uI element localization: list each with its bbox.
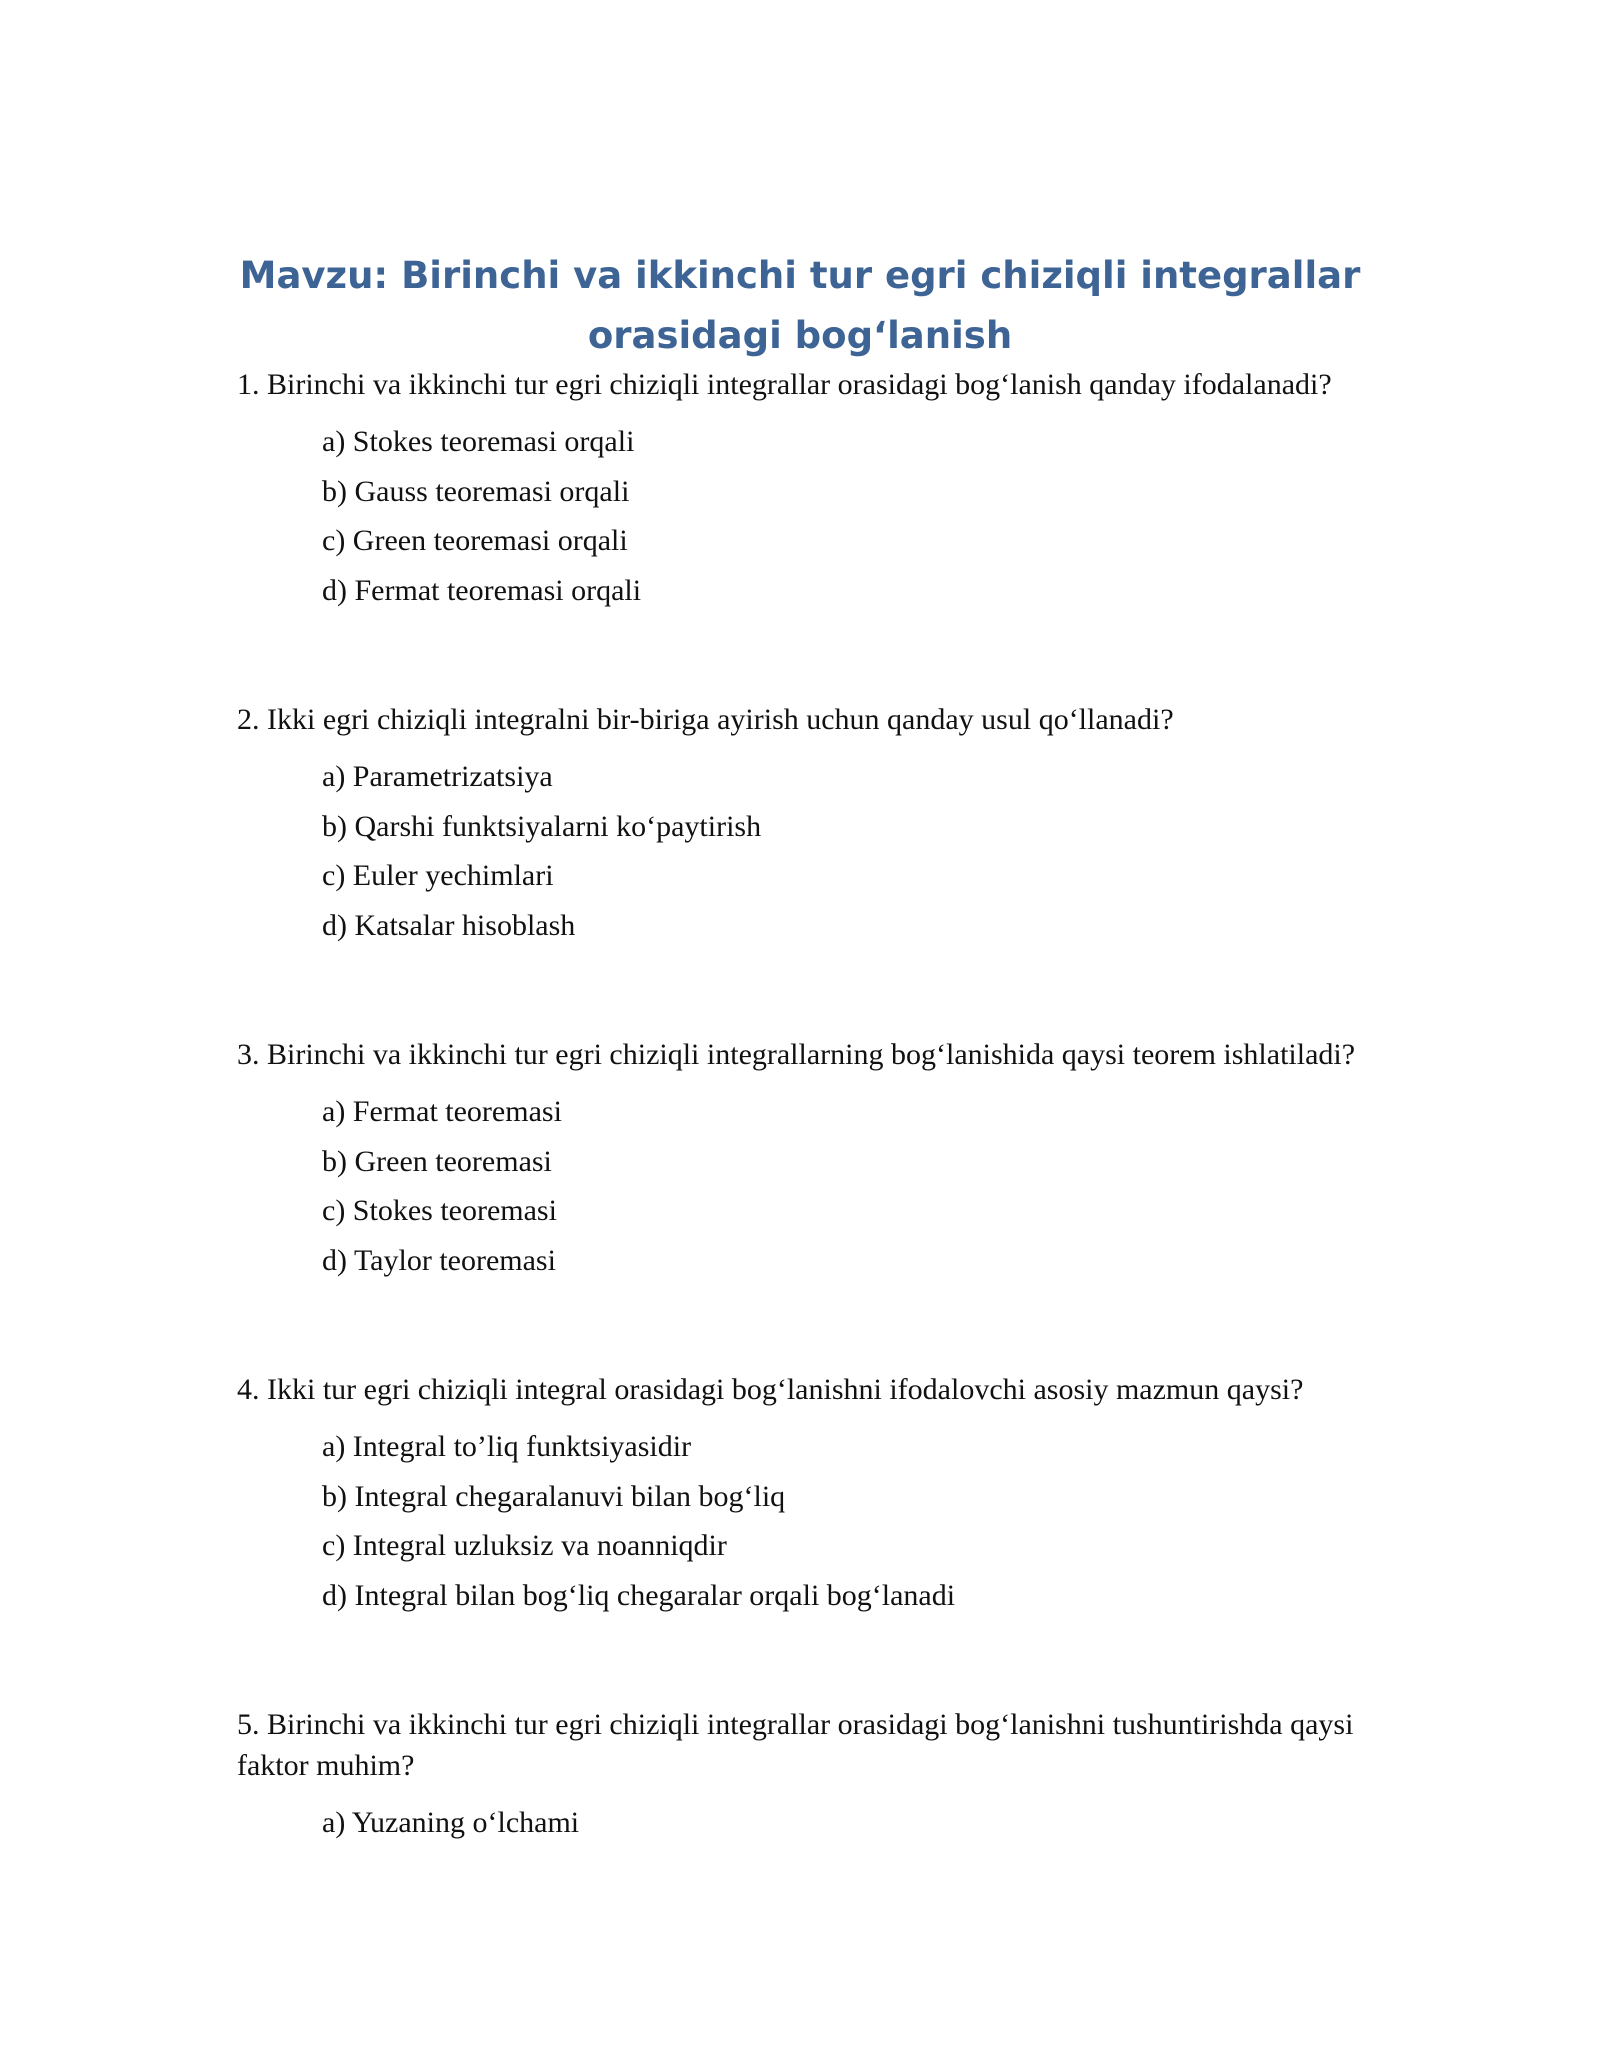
page-title: Mavzu: Birinchi va ikkinchi tur egri chiziqli integrallar orasidagi bog‘lanish: [239, 254, 1361, 357]
question-1: [237, 364, 1387, 615]
answer-options: [322, 1087, 1387, 1285]
answer-option-c[interactable]: c) Stokes teoremasi: [322, 1194, 557, 1227]
answer-option-a[interactable]: a) Fermat teoremasi: [322, 1095, 562, 1128]
question-2: [237, 699, 1387, 950]
question-text: 5. Birinchi va ikkinchi tur egri chiziqli integrallar orasidagi bog‘lanishni tushuntirishda qaysi faktor muhim?: [237, 1708, 1354, 1782]
answer-option-d[interactable]: d) Katsalar hisoblash: [322, 908, 576, 942]
question-text: 2. Ikki egri chiziqli integralni bir-biriga ayirish uchun qanday usul qo‘llanadi?: [237, 703, 1174, 736]
answer-option-a[interactable]: a) Yuzaning o‘lchami: [322, 1806, 580, 1839]
answer-option-a[interactable]: a) Integral to’liq funktsiyasidir: [322, 1430, 692, 1463]
answer-option-a[interactable]: a) Parametrizatsiya: [322, 760, 553, 793]
answer-options: [322, 752, 1387, 950]
question-3: [237, 1034, 1387, 1285]
answer-option-d[interactable]: d) Integral bilan bog‘liq chegaralar orqali bog‘lanadi: [322, 1578, 956, 1612]
answer-options: [322, 417, 1387, 615]
question-text: 1. Birinchi va ikkinchi tur egri chiziqli integrallar orasidagi bog‘lanish qanday ifodalanadi?: [237, 368, 1332, 401]
question-text: 3. Birinchi va ikkinchi tur egri chiziqli integrallarning bog‘lanishida qaysi teorem ishlatiladi?: [237, 1038, 1356, 1071]
answer-option-a[interactable]: a) Stokes teoremasi orqali: [322, 425, 635, 458]
question-5: [237, 1704, 1387, 1848]
answer-option-b[interactable]: b) Qarshi funktsiyalarni ko‘paytirish: [322, 809, 762, 843]
answer-option-c[interactable]: c) Euler yechimlari: [322, 859, 554, 892]
answer-option-c[interactable]: c) Green teoremasi orqali: [322, 524, 628, 557]
answer-option-b[interactable]: b) Gauss teoremasi orqali: [322, 474, 630, 508]
answer-options: [322, 1798, 1387, 1848]
answer-options: [322, 1422, 1387, 1620]
answer-option-d[interactable]: d) Taylor teoremasi: [322, 1243, 556, 1277]
question-4: [237, 1369, 1387, 1620]
answer-option-d[interactable]: d) Fermat teoremasi orqali: [322, 573, 642, 607]
question-text: 4. Ikki tur egri chiziqli integral orasidagi bog‘lanishni ifodalovchi asosiy mazmun qaysi?: [237, 1373, 1304, 1406]
quiz-content: [237, 364, 1387, 1932]
answer-option-c[interactable]: c) Integral uzluksiz va noanniqdir: [322, 1529, 727, 1562]
answer-option-b[interactable]: b) Integral chegaralanuvi bilan bog‘liq: [322, 1479, 786, 1513]
answer-option-b[interactable]: b) Green teoremasi: [322, 1144, 552, 1178]
